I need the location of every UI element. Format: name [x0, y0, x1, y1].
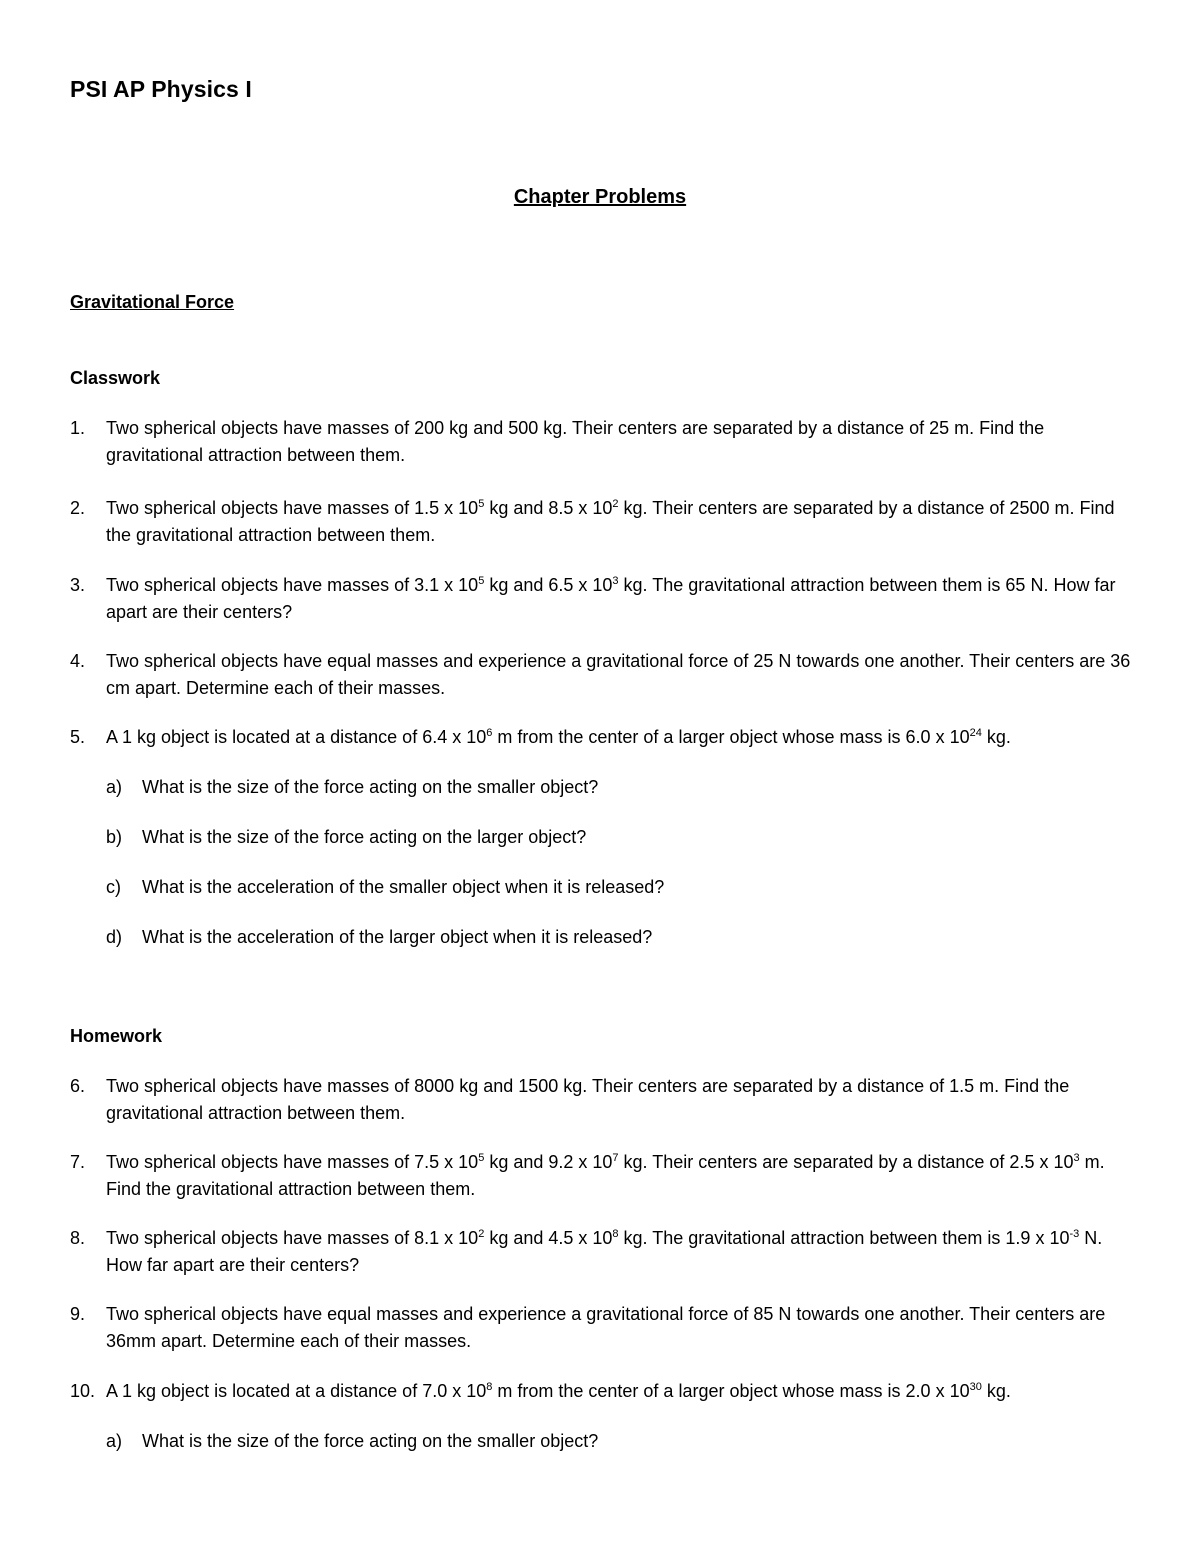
problem-text: Two spherical objects have masses of 3.1 x $10^5$ kg and 6.5 x $10^3$ kg. The gravitational attraction between them is 65 N. How far apart are their centers? [106, 575, 1116, 622]
subquestion-5c [106, 874, 1136, 901]
homework-heading: Homework [70, 1026, 163, 1046]
problem-4 [70, 648, 1140, 702]
problem-number: 6. [70, 1076, 86, 1096]
problem-text: A 1 kg object is located at a distance of 7.0 x $10^8$ m from the center of a larger object whose mass is 2.0 x $10^{30}$ kg. [106, 1381, 1011, 1401]
chapter-title: Chapter Problems [513, 186, 687, 208]
subquestion-10a [106, 1428, 1136, 1455]
subquestion-5a [106, 774, 1136, 801]
subquestion-letter: a) [106, 777, 123, 797]
subquestion-text: What is the size of the force acting on the larger object? [142, 827, 587, 847]
subquestion-text: What is the acceleration of the larger object when it is released? [142, 927, 653, 947]
problem-number: 3. [70, 575, 86, 595]
problem-number: 1. [70, 418, 86, 438]
problem-1 [70, 415, 1140, 469]
problem-text: Two spherical objects have equal masses and experience a gravitational force of 25 N towards one another. Their centers are 36 cm apart. Determine each of their masses. [106, 651, 1131, 698]
subquestion-5b [106, 824, 1136, 851]
subquestion-text: What is the size of the force acting on the smaller object? [142, 1431, 599, 1451]
problem-number: 8. [70, 1228, 86, 1248]
subquestion-5d [106, 924, 1136, 951]
problem-text: Two spherical objects have masses of 8.1 x $10^2$ kg and 4.5 x $10^8$ kg. The gravitational attraction between them is 1.9 x $10^{-3}$ N. How far apart are their centers? [106, 1228, 1103, 1275]
problem-number: 4. [70, 651, 86, 671]
subquestion-text: What is the acceleration of the smaller object when it is released? [142, 877, 665, 897]
problem-number: 5. [70, 727, 86, 747]
subquestion-letter: b) [106, 827, 123, 847]
problem-text: A 1 kg object is located at a distance of 6.4 x $10^6$ m from the center of a larger object whose mass is 6.0 x $10^{24}$ kg. [106, 727, 1011, 747]
problem-number: 2. [70, 498, 86, 518]
problem-9 [70, 1301, 1140, 1355]
problem-text: Two spherical objects have masses of 8000 kg and 1500 kg. Their centers are separated by a distance of 1.5 m. Find the gravitational attraction between them. [106, 1076, 1070, 1123]
problem-number: 9. [70, 1304, 86, 1324]
problem-10 [70, 1378, 1140, 1405]
problem-text: Two spherical objects have masses of 7.5 x $10^5$ kg and 9.2 x $10^7$ kg. Their centers are separated by a distance of 2.5 x $10^3$ m. Find the gravitational attraction between them. [106, 1152, 1105, 1199]
problem-number: 10. [70, 1381, 96, 1401]
problem-5 [70, 724, 1140, 751]
subquestion-text: What is the size of the force acting on the smaller object? [142, 777, 599, 797]
problem-3 [70, 572, 1140, 626]
subquestion-letter: a) [106, 1431, 123, 1451]
problem-7 [70, 1149, 1140, 1203]
classwork-heading: Classwork [70, 368, 161, 388]
subquestion-letter: c) [106, 877, 121, 897]
subquestion-letter: d) [106, 927, 123, 947]
problem-8 [70, 1225, 1140, 1279]
section-title: Gravitational Force [70, 292, 235, 312]
problem-2 [70, 495, 1140, 549]
problem-6 [70, 1073, 1140, 1127]
problem-text: Two spherical objects have equal masses and experience a gravitational force of 85 N towards one another. Their centers are 36mm apart. Determine each of their masses. [106, 1304, 1106, 1351]
problem-number: 7. [70, 1152, 86, 1172]
page-header-title: PSI AP Physics I [70, 76, 252, 102]
problem-text: Two spherical objects have masses of 1.5 x $10^5$ kg and 8.5 x $10^2$ kg. Their centers are separated by a distance of 2500 m. Find the gravitational attraction between them. [106, 498, 1115, 545]
problem-text: Two spherical objects have masses of 200 kg and 500 kg. Their centers are separated by a distance of 25 m. Find the gravitational attraction between them. [106, 418, 1045, 465]
